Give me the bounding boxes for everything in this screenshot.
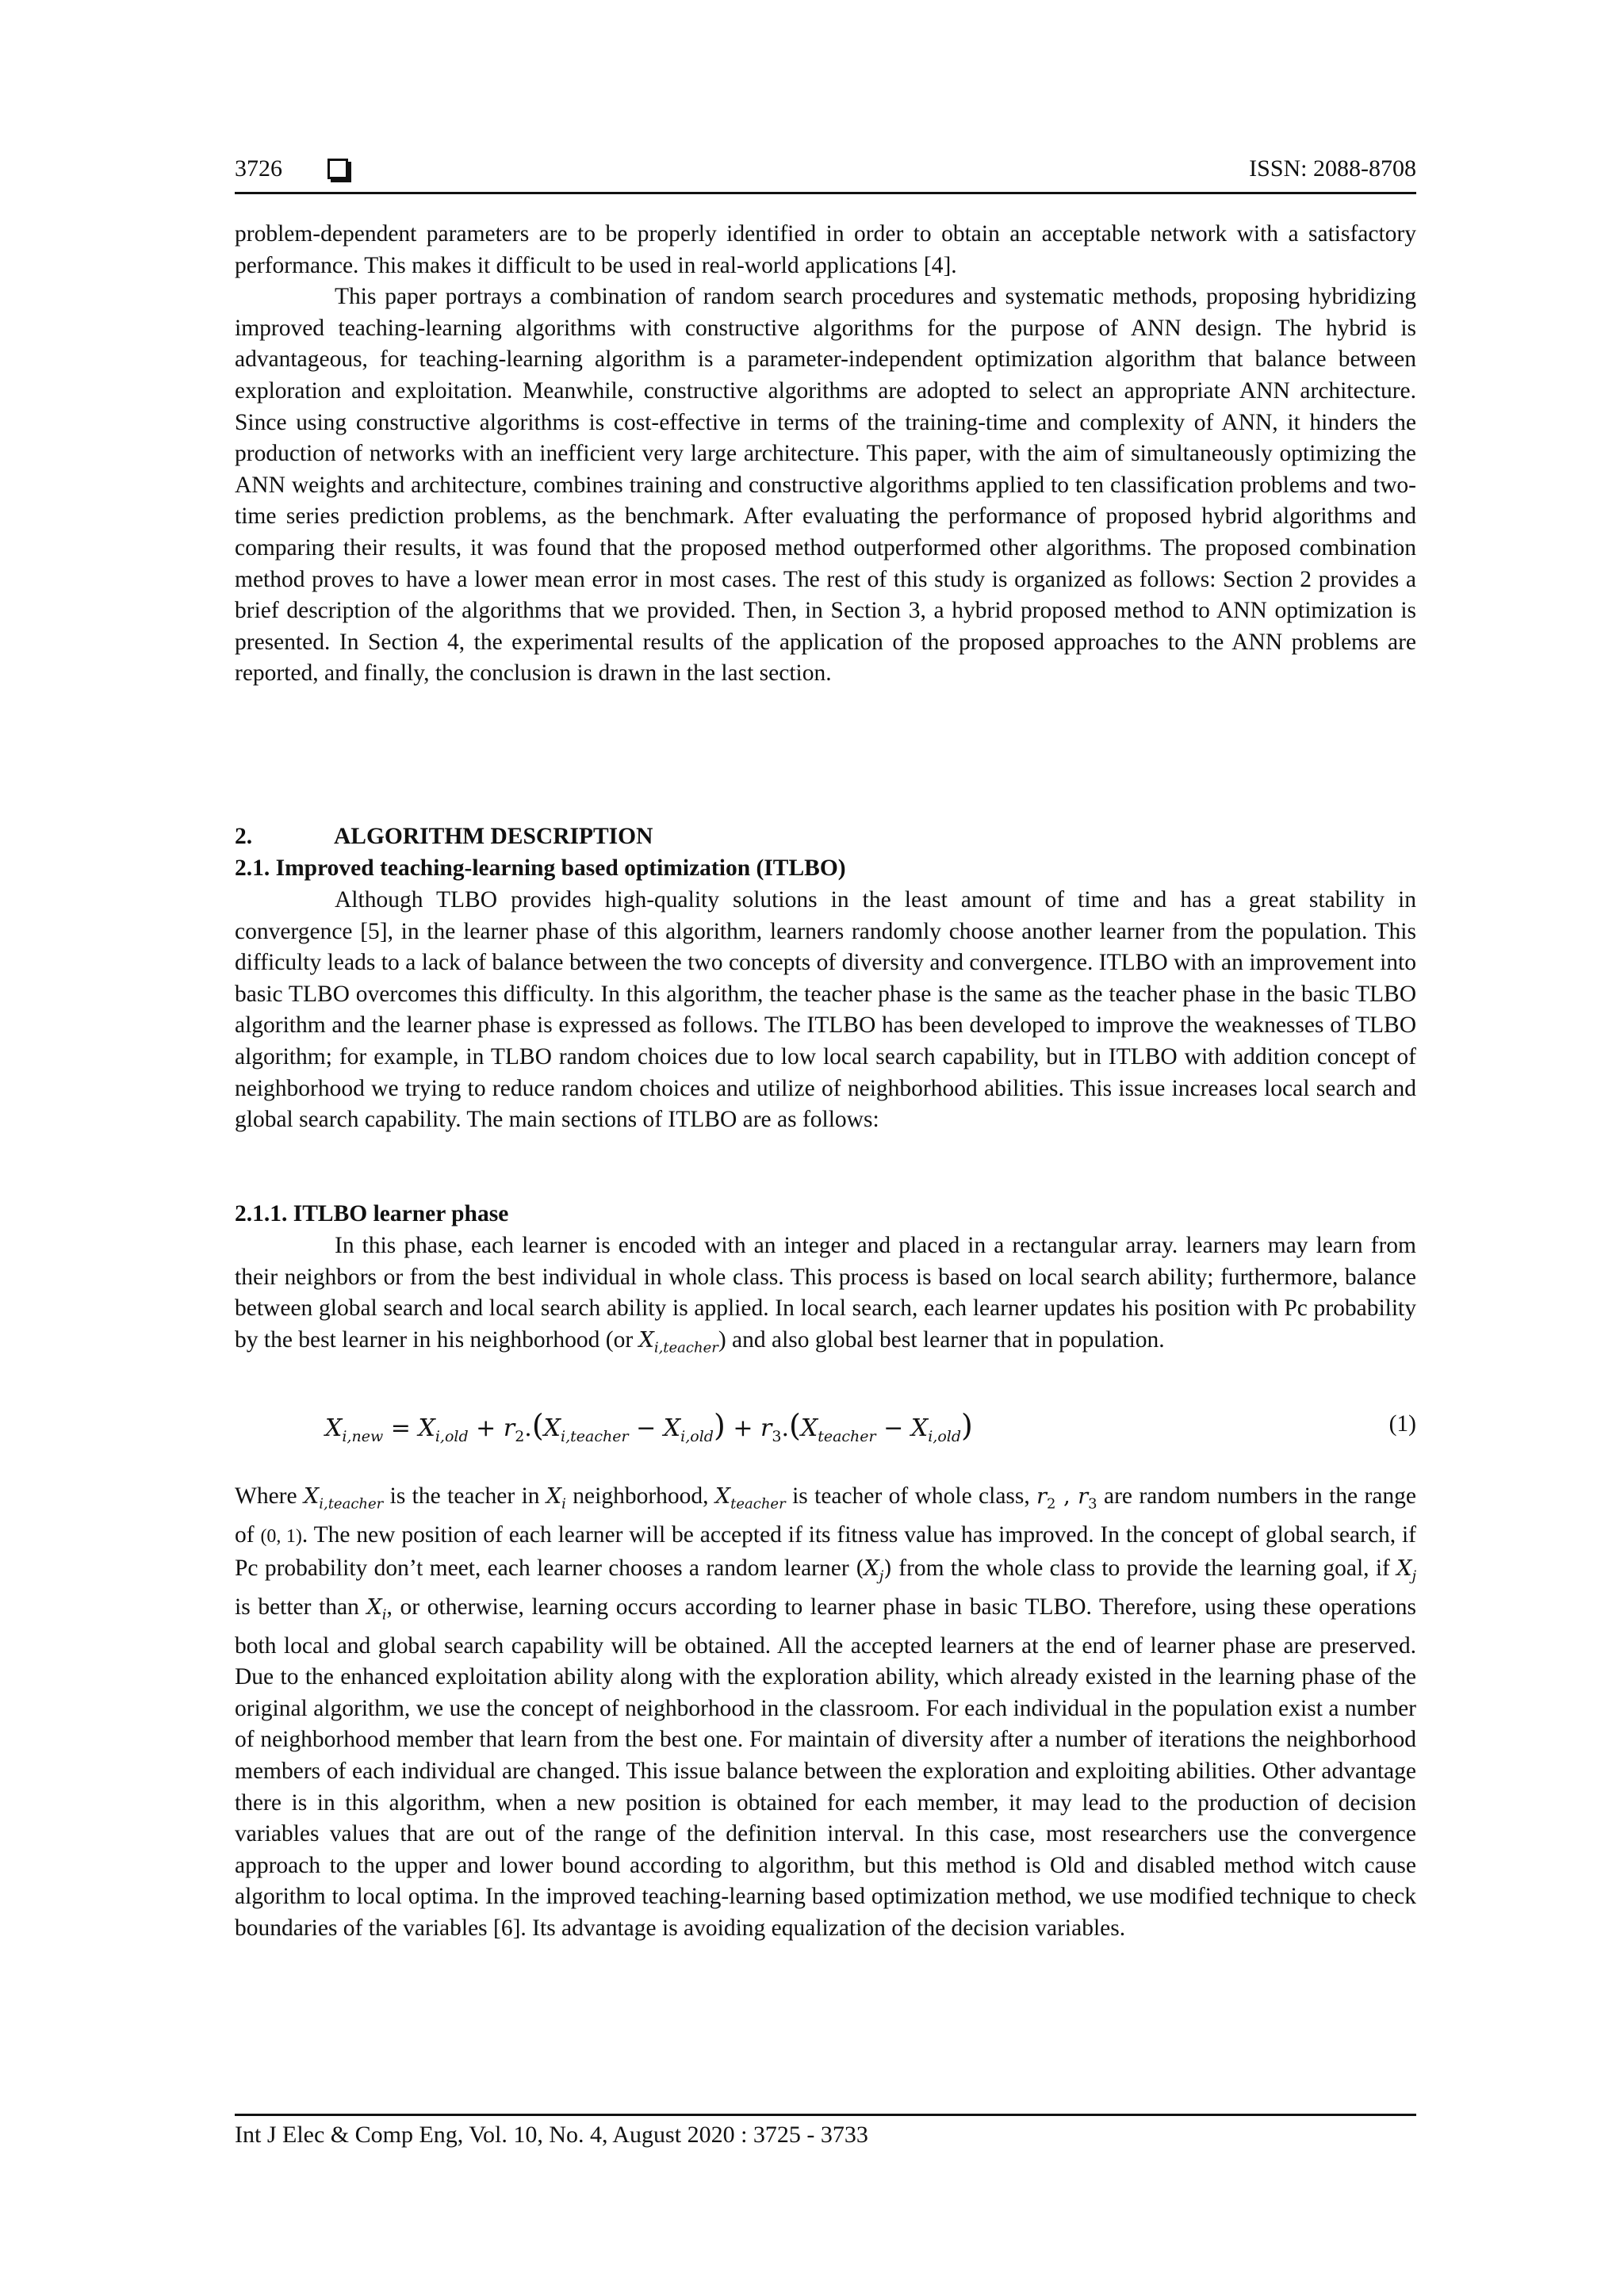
footer-citation: Int J Elec & Comp Eng, Vol. 10, No. 4, August 2020 : 3725 - 3733 <box>235 2122 868 2148</box>
math-x-teacher: $X_{teacher}$ <box>714 1484 786 1513</box>
paragraph: This paper portrays a combination of random search procedures and systematic methods, proposing hybridizing improved teaching-learning algorithms with constructive algorithms for the purpose of ANN design. The hybrid is advantageous, for teaching-learning algorithm is a parameter-independent optimization algorithm that balance between exploration and exploitation. Meanwhile, constructive algorithms are adopted to select an appropriate ANN architecture. Since using constructive algorithms is cost-effective in terms of the training-time and complexity of ANN, it hinders the production of networks with an inefficient very large architecture. This paper, with the aim of simultaneously optimizing the ANN weights and architecture, combines training and constructive algorithms applied to ten classification problems and two-time series prediction problems, as the benchmark. After evaluating the performance of proposed hybrid algorithms and comparing their results, it was found that the proposed method outperformed other algorithms. The proposed combination method proves to have a lower mean error in most cases. The rest of this study is organized as follows: Section 2 provides a brief description of the algorithms that we provided. Then, in Section 3, a hybrid proposed method to ANN optimization is presented. In Section 4, the experimental results of the application of the proposed approaches to the ANN problems are reported, and finally, the conclusion is drawn in the last section. <box>235 284 1416 687</box>
paragraph: problem-dependent parameters are to be properly identified in order to obtain an acceptable network with a satisfactory performance. This makes it difficult to be used in real-world applications [4]. <box>235 221 1416 278</box>
equation-explanation <box>235 1481 1416 1944</box>
paragraph: Although TLBO provides high-quality solutions in the least amount of time and has a great stability in convergence [5], in the learner phase of this algorithm, learners randomly choose another learner from the population. This difficulty leads to a lack of balance between the two concepts of diversity and convergence. ITLBO with an improvement into basic TLBO overcomes this difficulty. In this algorithm, the teacher phase is the same as the teacher phase in the basic TLBO algorithm and the learner phase is expressed as follows. The ITLBO has been developed to improve the weaknesses of TLBO algorithm; for example, in TLBO random choices due to low local search capability, but in ITLBO with addition concept of neighborhood we trying to reduce random choices and utilize of neighborhood abilities. This issue increases local search and global search capability. The main sections of ITLBO are as follows: <box>235 887 1416 1133</box>
section-title: ALGORITHM DESCRIPTION <box>334 824 653 849</box>
subsection-title: Improved teaching-learning based optimization (ITLBO) <box>275 855 846 881</box>
math-x-j: $X_j$ <box>1396 1556 1417 1584</box>
math-x-i-teacher: $X_{i,teacher}$ <box>303 1484 384 1513</box>
running-header <box>235 155 1416 190</box>
intro-continuation <box>235 219 1416 690</box>
learner-phase-body <box>235 1230 1416 1364</box>
section-body <box>235 885 1416 1136</box>
checkbox-square-icon <box>327 159 348 179</box>
paragraph: In this phase, each learner is encoded with an integer and placed in a rectangular array. learners may learn from their neighbors or from the best individual in whole class. This process is based on local search ability; furthermore, balance between global search and local search ability is applied. In local search, each learner updates his position with Pc probability by the best learner in his neighborhood (or $X_{i,teacher}$) and also global best learner that in population. <box>235 1233 1416 1357</box>
paragraph: Where $X_{i,teacher}$ is the teacher in $X_i$ neighborhood, $X_{teacher}$ is teacher of whole class, $r_2$ , $r_3$ are random numbers in the range of (0, 1). The new position of each learner will be accepted if its fitness value has improved. In the concept of global search, if Pc probability don’t meet, each learner chooses a random learner $(X_j)$ from the whole class to provide the learning goal, if $X_j$ is better than $X_i$, or otherwise, learning occurs according to learner phase in basic TLBO. Therefore, using these operations both local and global search capability will be obtained. All the accepted learners at the end of learner phase are preserved. Due to the enhanced exploitation ability along with the exploration ability, which already existed in the learning phase of the original algorithm, we use the concept of neighborhood in the classroom. For each individual in the population exist a number of neighborhood member that learn from the best one. For maintain of diversity after a number of iterations the neighborhood members of each individual are changed. This issue balance between the exploration and exploiting abilities. Other advantage there is in this algorithm, when a new position is obtained for each member, it may lead to the production of decision variables values that are out of the range of the definition interval. In this case, most researchers use the convergence approach to the upper and lower bound according to algorithm, but this method is Old and disabled method witch cause algorithm to local optima. In the improved teaching-learning based optimization method, we use modified technique to check boundaries of the variables [6]. Its advantage is avoiding equalization of the decision variables. <box>235 1483 1417 1941</box>
section-heading <box>235 821 653 853</box>
equation-expression: $X_{i,new} = X_{i,old} + r_2.(X_{i,teacher} - X_{i,old}) + r_3.(X_{teacher} - X_{i,old})$ <box>325 1408 973 1445</box>
equation-1 <box>325 1408 1416 1456</box>
subsubsection-heading: 2.1.1. ITLBO learner phase <box>235 1201 509 1226</box>
math-x-i: $X_i$ <box>546 1484 566 1513</box>
range-value: (0, 1) <box>260 1525 302 1547</box>
math-x-i-teacher: $X_{i,teacher}$ <box>638 1327 718 1357</box>
math-x-j: $(X_j)$ <box>855 1556 892 1584</box>
math-r2-r3: $r_2$ , $r_3$ <box>1036 1484 1097 1513</box>
math-x-i: $X_i$ <box>366 1594 387 1623</box>
subsection-heading <box>235 853 846 885</box>
page-number: 3726 <box>235 155 282 182</box>
equation-number: (1) <box>1388 1411 1416 1437</box>
issn-label: ISSN: 2088-8708 <box>1249 155 1416 182</box>
footer-rule <box>235 2114 1416 2116</box>
section-number: 2. <box>235 824 253 849</box>
header-rule <box>235 192 1416 194</box>
subsection-number: 2.1. <box>235 855 270 881</box>
